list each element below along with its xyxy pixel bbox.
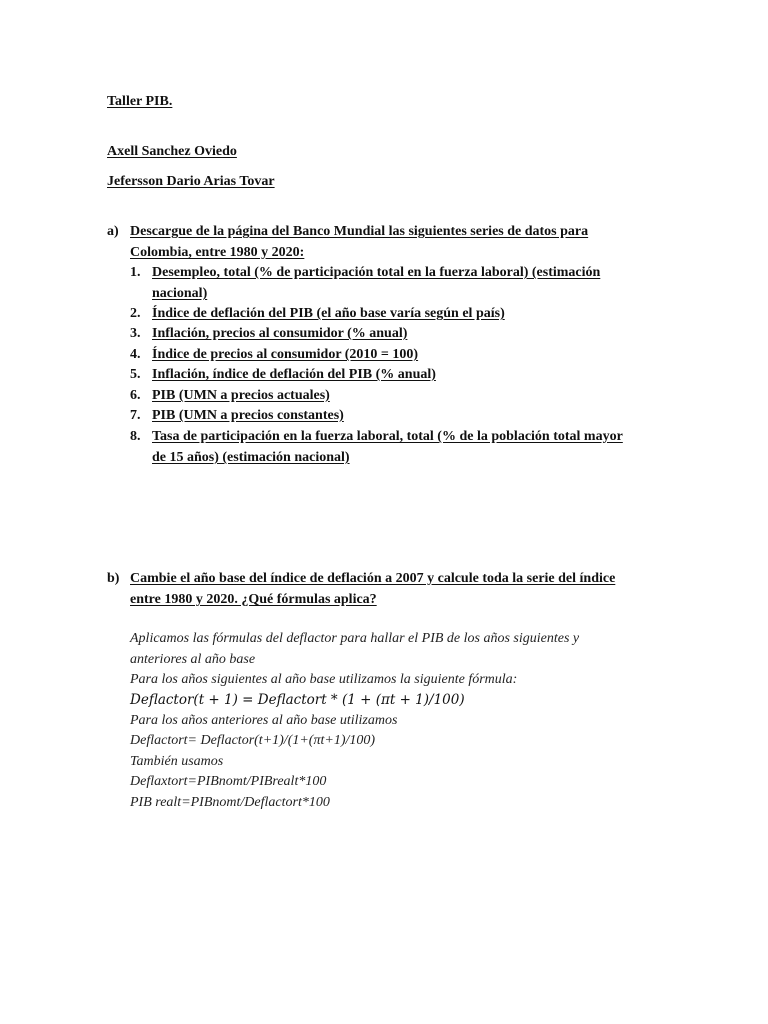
list-item-number: 5. <box>130 367 141 382</box>
list-item: Desempleo, total (% de participación total en la fuerza laboral) (estimación <box>152 265 601 280</box>
list-item: de 15 años) (estimación nacional) <box>152 450 350 465</box>
section-a-question: Descargue de la página del Banco Mundial las siguientes series de datos para <box>130 224 589 239</box>
list-item: Inflación, precios al consumidor (% anual) <box>152 326 408 341</box>
formula: PIB realt=PIBnomt/Deflactort*100 <box>130 795 330 810</box>
answer-text: anteriores al año base <box>130 652 256 667</box>
list-item: Tasa de participación en la fuerza laboral, total (% de la población total mayor <box>152 429 623 444</box>
section-b-question: entre 1980 y 2020. ¿Qué fórmulas aplica? <box>130 592 377 607</box>
list-item-number: 1. <box>130 265 141 280</box>
section-a-marker: a) <box>107 224 119 239</box>
section-b-question: Cambie el año base del índice de deflación a 2007 y calcule toda la serie del índice <box>130 571 616 586</box>
answer-text: Aplicamos las fórmulas del deflactor para hallar el PIB de los años siguientes y <box>130 631 580 646</box>
formula: Deflactor(t + 1) = Deflactort * (1 + (πt + 1)/100) <box>130 692 465 708</box>
list-item-number: 4. <box>130 347 141 362</box>
list-item-number: 7. <box>130 408 141 423</box>
author-name: Axell Sanchez Oviedo <box>107 144 237 159</box>
formula: Deflactort= Deflactor(t+1)/(1+(πt+1)/100) <box>130 733 376 748</box>
list-item-number: 8. <box>130 429 141 444</box>
list-item-number: 3. <box>130 326 141 341</box>
list-item-number: 2. <box>130 306 141 321</box>
section-a-question: Colombia, entre 1980 y 2020: <box>130 245 305 260</box>
list-item: Inflación, índice de deflación del PIB (% anual) <box>152 367 436 382</box>
list-item: Índice de precios al consumidor (2010 = 100) <box>152 347 419 362</box>
list-item: Índice de deflación del PIB (el año base varía según el país) <box>152 306 505 321</box>
document-title: Taller PIB. <box>107 94 173 109</box>
formula: Deflaxtort=PIBnomt/PIBrealt*100 <box>130 774 327 789</box>
answer-text: Para los años siguientes al año base utilizamos la siguiente fórmula: <box>130 672 518 687</box>
list-item: PIB (UMN a precios constantes) <box>152 408 344 423</box>
list-item: PIB (UMN a precios actuales) <box>152 388 330 403</box>
section-b-marker: b) <box>107 571 120 586</box>
answer-text: También usamos <box>130 754 224 769</box>
list-item: nacional) <box>152 286 208 301</box>
author-name: Jefersson Dario Arias Tovar <box>107 174 275 189</box>
answer-text: Para los años anteriores al año base utilizamos <box>130 713 398 728</box>
list-item-number: 6. <box>130 388 141 403</box>
